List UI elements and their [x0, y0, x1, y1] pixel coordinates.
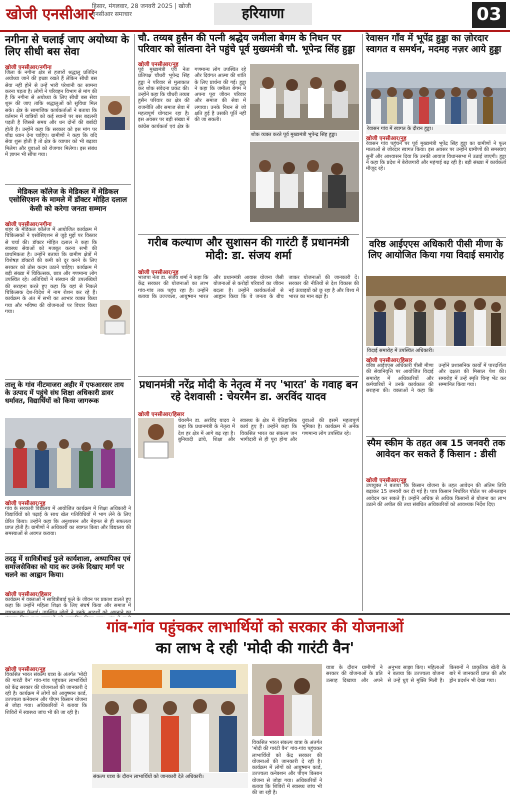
headline: प्रधानमंत्री नरेंद्र मोदी के नेतृत्व में नए 'भारत' के गवाह बन रहे देशवासी : चेयरमैन डा. अरविंद यादव	[139, 379, 358, 404]
divider	[366, 237, 506, 238]
headline: मेडिकल कॉलेज के मेडिकल में मेडिकल एसोसिएशन के मामले में डॉक्टर मोहित दलाल केसी को करेगा जनता सम्मान	[9, 187, 127, 213]
newspaper-logo: खोजी एनसीआर	[6, 5, 95, 23]
page-number: 03	[472, 2, 506, 28]
column-divider	[134, 34, 135, 611]
headline: चौ. तय्यब हुसैन की पत्नी श्रद्धेय जमीला बेगम के निधन पर परिवार को सांत्वना देने पहुंचे पूर्व मुख्यमंत्री चौ. भूपेन्द्र सिंह हुड्डा	[138, 33, 355, 55]
byline: खोजी एनसीआर/नूह	[138, 270, 179, 276]
divider	[138, 376, 359, 377]
article-text: शहर के मेडिकल कॉलेज में आयोजित कार्यक्रम में चिकित्सकों ने एसोसिएशन से जुड़े मुद्दों पर विस्तार से चर्चा की। डॉक्टर मोहित दलाल ने कहा कि स्वास्थ्य सेवाओं को मजबूत करना सभी की प्राथमिकता है। उन्होंने बताया कि ग्रामीण क्षेत्रों में विशेषज्ञ डॉक्टरों की कमी को दूर करने के लिए सरकार को ठोस कदम उठाने चाहिए। कार्यक्रम में बड़ी संख्या में चिकित्सक, छात्र और गणमान्य लोग उपस्थित रहे। अतिथियों ने संस्थान की उपलब्धियों की सराहना करते हुए कहा कि यहां से निकले चिकित्सक देश-विदेश में नाम रोशन कर रहे हैं। कार्यक्रम के अंत में सभी का आभार व्यक्त किया गया और भविष्य की योजनाओं पर विचार किया गया।	[5, 227, 97, 315]
guarantee-van-event-photo	[92, 664, 248, 772]
headline: तदड़ू में सावित्रीबाई फुले कार्यशाला, अध्यापिका एवं समाजसेविका को याद कर उनके दिखाए मार्ग पर चलने का आह्वान किया।	[5, 555, 131, 579]
school-event-photo	[5, 418, 131, 496]
article-text: उपायुक्त ने बताया कि किसान योजना के तहत आवेदन की अंतिम तिथि बढ़ाकर 15 जनवरी कर दी गई है। पात्र किसान निर्धारित पोर्टल पर ऑनलाइन आवेदन कर सकते हैं। उन्होंने अधिक से अधिक किसानों से योजना का लाभ उठाने की अपील की तथा संबंधित अधिकारियों को आवश्यक निर्देश दिए।	[366, 483, 506, 508]
welcome-rally-photo	[366, 72, 506, 124]
article-text: यात्रा के दौरान ग्रामीणों ने सरकार की योजनाओं के प्रति उत्साह दिखाया और अपने अनुभव साझा किए। महिलाओं ने बताया कि उज्ज्वला योजना से उन्हें धुएं से मुक्ति मिली है। किसानों ने प्राकृतिक खेती के बारे में जानकारी प्राप्त की और ड्रोन प्रदर्शन भी देखा गया।	[326, 665, 506, 684]
reporter-photo	[100, 96, 130, 130]
divider	[5, 184, 131, 185]
headline: गरीब कल्याण और सुशासन की गारंटी हैं प्रधानमंत्री मोदी: डा. संजय शर्मा	[148, 236, 349, 262]
section-divider	[0, 613, 510, 615]
article-text: रेवासन गांव पहुंचने पर पूर्व मुख्यमंत्री भूपेंद्र सिंह हुड्डा का ग्रामीणों ने फूल मालाओं से जोरदार स्वागत किया। इस अवसर पर उन्होंने ग्रामीणों की समस्याएं सुनीं और आश्वासन दिया कि उनकी आवाज विधानसभा में उठाई जाएगी। हुड्डा ने कहा कि प्रदेश में बेरोजगारी और महंगाई बढ़ रही है। बड़ी संख्या में कार्यकर्ता मौजूद रहे।	[366, 141, 506, 173]
article-text: कार्यक्रम में वक्ताओं ने सावित्रीबाई फुले के जीवन पर प्रकाश डालते हुए कहा कि उन्होंने महिला शिक्षा के लिए संघर्ष किया और समाज में	[5, 597, 131, 610]
photo-caption: शोक व्यक्त करते पूर्व मुख्यमंत्री भूपेन्द्र सिंह हुड्डा।	[250, 131, 359, 141]
byline: खोजी एनसीआर/नगीना	[5, 222, 52, 228]
meeting-photo	[250, 142, 359, 222]
headline: स्पैम स्कीम के तहत अब 15 जनवरी तक आवेदन कर सकते हैं किसान : डीसी	[366, 438, 506, 460]
photo-caption: संकल्प यात्रा के दौरान लाभार्थियों को जानकारी देते अधिकारी।	[92, 773, 248, 788]
beneficiary-photo	[252, 664, 322, 736]
banner-headline-line2: का लाभ दे रही 'मोदी की गारंटी वैन'	[155, 639, 355, 657]
byline: खोजी एनसीआर/हिसार	[138, 412, 185, 418]
byline: खोजी एनसीआर/नूह	[366, 136, 407, 142]
article-text: चेयरमैन डा. अरविंद यादव ने कहा कि प्रधानमंत्री के नेतृत्व में देश हर क्षेत्र में आगे बढ़ रहा है। बुनियादी ढांचे, शिक्षा और स्वास्थ्य के क्षेत्र में ऐतिहासिक कार्य हुए हैं। उन्होंने कहा कि विकसित भारत का संकल्प जन भागीदारी से ही पूरा होगा और युवाओं की इसमें महत्वपूर्ण भूमिका है। कार्यक्रम में अनेक गणमान्य लोग उपस्थित रहे।	[178, 418, 359, 443]
banner-headline-line1: गांव-गांव पहुंचकर लाभार्थियों को सरकार की योजनाओं	[106, 618, 404, 636]
article-text: भाजपा नेता डा. संजय शर्मा ने कहा कि केंद्र सरकार की योजनाओं का लाभ गांव-गांव तक पहुंच रहा है। उन्होंने बताया कि उज्ज्वला, आयुष्मान भारत और प्रधानमंत्री आवास योजना जैसी योजनाओं से करोड़ों परिवारों का जीवन बदला है। उन्होंने कार्यकर्ताओं से आह्वान किया कि वे जनता के बीच जाकर योजनाओं की जानकारी दें। सरकार की नीतियों से देश विकास की नई ऊंचाइयों को छू रहा है और विश्व में भारत का मान बढ़ा है।	[138, 275, 359, 300]
divider	[5, 553, 131, 554]
article-text: विकसित भारत संकल्प यात्रा के अंतर्गत 'मोदी की गारंटी वैन' गांव-गांव पहुंचकर लाभार्थियों को केंद्र सरकार की योजनाओं की जानकारी दे रही है। कार्यक्रम में लोगों को आयुष्मान कार्ड, उज्ज्वला कनेक्शन और पीएम किसान योजना से जोड़ा गया। अधिकारियों ने बताया कि शिविरों में स्वास्थ्य जांच भी की जा रही है।	[5, 672, 87, 716]
byline: खोजी एनसीआर/हिसार	[366, 358, 413, 364]
article-text-continued: विकसित भारत संकल्प यात्रा के अंतर्गत 'मोदी की गारंटी वैन' गांव-गांव पहुंचकर लाभार्थियों को केंद्र सरकार की योजनाओं की जानकारी दे रही है। कार्यक्रम में लोगों को आयुष्मान कार्ड, उज्ज्वला कनेक्शन और पीएम किसान योजना से जोड़ा गया। अधिकारियों ने बताया कि शिविरों में स्वास्थ्य जांच भी की जा रही है।	[252, 740, 322, 797]
headline: तालू के गांव नीटमाजरा अहीर में एफआरसर ताय के उत्पाद में पहुंचे संघ शिक्षा अधिकारी डावर धर्मावत, विद्यार्थियों को किया जागरूक	[5, 381, 124, 405]
headline: वरिष्ठ आईएएस अधिकारी पीसी मीणा के लिए आयोजित किया गया विदाई समारोह	[368, 239, 504, 261]
article-text: वरिष्ठ आईएएस अधिकारी पीसी मीणा की सेवानिवृत्ति पर आयोजित विदाई समारोह में अधिकारियों और कर्मचारियों ने उनके कार्यकाल की सराहना की। वक्ताओं ने कहा कि उन्होंने प्रशासनिक कार्यों में पारदर्शिता और दक्षता की मिसाल पेश की। समारोह में उन्हें स्मृति चिन्ह भेंट कर सम्मानित किया गया।	[366, 363, 506, 395]
chairman-photo	[138, 418, 174, 458]
condolence-photo	[250, 64, 359, 130]
byline: खोजी एनसीआर/नूह	[5, 501, 46, 507]
edition-info: हिसार, मंगलवार, 28 जनवरी 2025 | खोजी एनसीआर समाचार	[92, 3, 191, 18]
photo-caption: रेवासन गांव में स्वागत के दौरान हुड्डा।	[366, 125, 506, 134]
photo-caption: विदाई समारोह में उपस्थित अधिकारी।	[366, 347, 506, 356]
column-divider	[362, 34, 363, 611]
headline: रेवासन गाँव में भूपेंद्र हुड्डा का ज़ोरदार स्वागत व समर्थन, मदमह नज़र आये हुड्डा	[366, 33, 502, 55]
doctor-photo	[100, 300, 130, 334]
article-text: जिला के नगीना क्षेत्र से हजारों श्रद्धालु प्रतिदिन अयोध्या जाने की इच्छा रखते हैं लेकिन सीधी बस सेवा नहीं होने से उन्हें भारी परेशानी का सामना करना पड़ता है। लोगों ने परिवहन विभाग से मांग की है कि नगीना से अयोध्या के लिए सीधी बस सेवा शुरू की जाए ताकि श्रद्धालुओं को सुविधा मिल सके। क्षेत्र के सामाजिक कार्यकर्ताओं ने बताया कि वर्तमान में यात्रियों को कई स्थानों पर बस बदलनी पड़ती है जिससे समय और धन दोनों की बर्बादी होती है। उन्होंने कहा कि सरकार को इस मांग पर शीघ्र ध्यान देना चाहिए। ग्रामीणों ने कहा कि यदि सेवा शुरू होती है तो क्षेत्र के व्यापार को भी बढ़ावा मिलेगा और युवाओं को रोजगार मिलेगा। इस संबंध में ज्ञापन भी सौंपा गया।	[5, 70, 97, 158]
masthead	[0, 0, 510, 32]
article-text: पूर्व मुख्यमंत्री एवं नेता प्रतिपक्ष चौधरी भूपेन्द्र सिंह हुड्डा ने परिवार से मुलाकात कर शोक संवेदना प्रकट की। उन्होंने कहा कि चौधरी तय्यब हुसैन परिवार का क्षेत्र की राजनीति और समाज सेवा में महत्वपूर्ण योगदान रहा है। इस अवसर पर बड़ी संख्या में कांग्रेस कार्यकर्ता एवं क्षेत्र के गणमान्य लोग उपस्थित रहे और दिवंगत आत्मा की शांति के लिए प्रार्थना की गई। हुड्डा ने कहा कि जमीला बेगम ने अपना पूरा जीवन परिवार और समाज की सेवा में लगाया। उनके निधन से जो क्षति हुई है उसकी पूर्ति नहीं की जा सकती।	[138, 67, 246, 130]
section-title: हरियाणा	[214, 3, 312, 25]
article-text: गांव के सरकारी विद्यालय में आयोजित कार्यक्रम में शिक्षा अधिकारी ने विद्यार्थियों को पढ़ाई के साथ खेल गतिविधियों में भाग लेने के लिए प्रेरित किया। उन्होंने कहा कि अनुशासन और मेहनत से ही सफलता प्राप्त होती है। ग्रामीणों ने अधिकारी का स्वागत किया और विद्यालय की समस्याओं से अवगत कराया।	[5, 506, 131, 538]
headline: नगीना से चलाई जाए अयोध्या के लिए सीधी बस सेवा	[5, 34, 130, 59]
byline: खोजी एनसीआर/नूह	[366, 478, 407, 484]
byline: खोजी एनसीआर/नूह	[138, 62, 179, 68]
divider	[5, 379, 131, 380]
divider	[138, 234, 359, 235]
byline: खोजी एनसीआर/नगीना	[5, 65, 52, 71]
byline: खोजी एनसीआर/हिसार	[5, 592, 52, 598]
byline: खोजी एनसीआर/नूह	[5, 667, 46, 673]
divider	[366, 436, 506, 437]
farewell-photo	[366, 276, 506, 346]
